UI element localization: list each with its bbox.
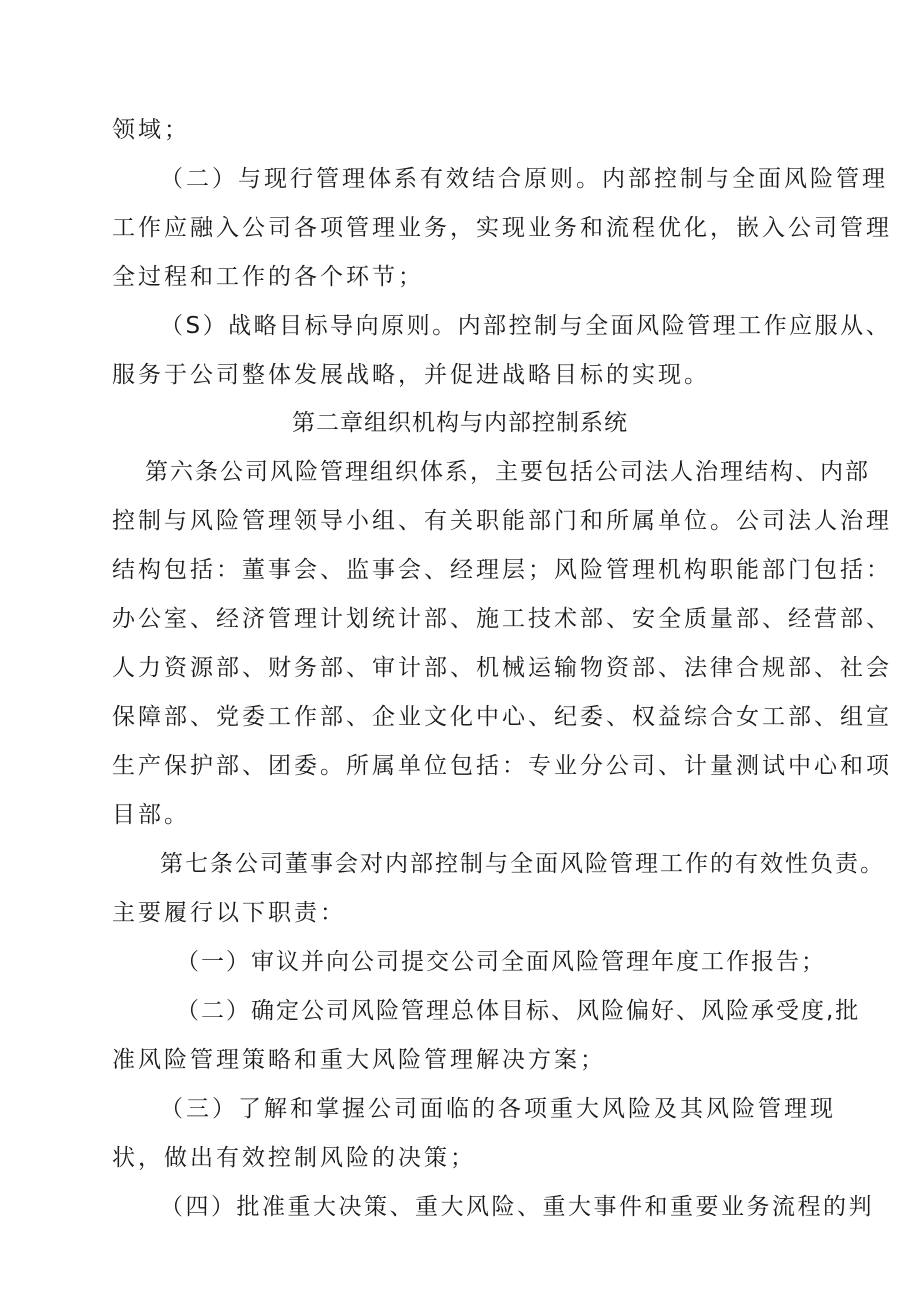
paragraph-line: 人力资源部、财务部、审计部、机械运输物资部、法律合规部、社会 — [112, 655, 892, 681]
paragraph-line: 主要履行以下职责： — [112, 900, 346, 926]
paragraph-line: 控制与风险管理领导小组、有关职能部门和所属单位。公司法人治理 — [112, 508, 892, 534]
list-item-line: 状，做出有效控制风险的决策； — [112, 1145, 476, 1171]
paragraph-line: （二）与现行管理体系有效结合原则。内部控制与全面风险管理 — [160, 166, 888, 192]
paragraph-line: 结构包括：董事会、监事会、经理层；风险管理机构职能部门包括： — [112, 557, 892, 583]
paragraph-line: 目部。 — [112, 802, 190, 828]
list-item-line: 准风险管理策略和重大风险管理解决方案； — [112, 1047, 606, 1073]
paragraph-line: 工作应融入公司各项管理业务，实现业务和流程优化，嵌入公司管理 — [112, 215, 892, 241]
paragraph-line: 生产保护部、团委。所属单位包括：专业分公司、计量测试中心和项 — [112, 753, 892, 779]
list-item-line: （四）批准重大决策、重大风险、重大事件和重要业务流程的判 — [160, 1194, 874, 1220]
chapter-heading: 第二章组织机构与内部控制系统 — [292, 410, 628, 436]
paragraph-line: 服务于公司整体发展战略，并促进战略目标的实现。 — [112, 362, 710, 388]
paragraph-line: 领域； — [112, 117, 190, 143]
paragraph-line: 办公室、经济管理计划统计部、施工技术部、安全质量部、经营部、 — [112, 606, 892, 632]
list-item-line: （三）了解和掌握公司面临的各项重大风险及其风险管理现 — [160, 1096, 836, 1122]
paragraph-line: 第六条公司风险管理组织体系，主要包括公司法人治理结构、内部 — [145, 459, 870, 485]
paragraph-line: （S）战略目标导向原则。内部控制与全面风险管理工作应服从、 — [160, 313, 892, 339]
list-item-line: （二）确定公司风险管理总体目标、风险偏好、风险承受度,批 — [176, 998, 861, 1024]
paragraph-line: 全过程和工作的各个环节； — [112, 264, 424, 290]
paragraph-line: 保障部、党委工作部、企业文化中心、纪委、权益综合女工部、组宣 — [112, 704, 892, 730]
paragraph-line: 第七条公司董事会对内部控制与全面风险管理工作的有效性负责。 — [160, 851, 885, 877]
list-item-line: （一）审议并向公司提交公司全面风险管理年度工作报告； — [176, 949, 826, 975]
